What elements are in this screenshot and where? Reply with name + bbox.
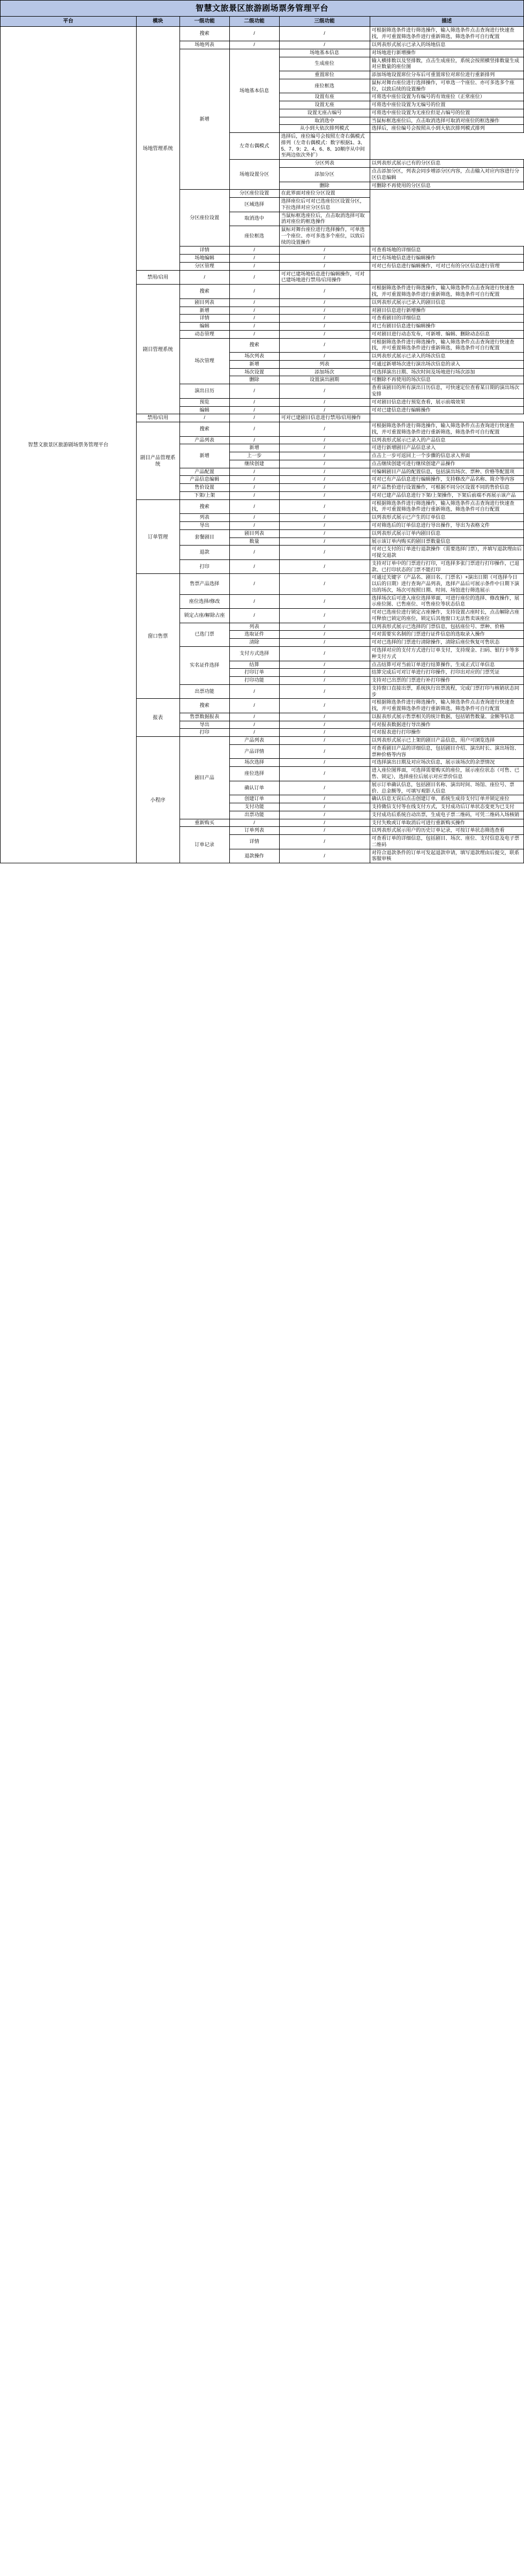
column-header-platform: 平台 xyxy=(1,17,137,27)
description-cell: 支持对订单中的门票进行打印，可选择多张门票进行打印操作，已退款、已打印状态的门票不能打印 xyxy=(370,559,523,574)
level2-function-cell: 打印订单 xyxy=(229,669,279,677)
description-cell: 可根据筛选条件进行筛选操作，输入筛选条件点击查询进行快速查找，并可重置筛选条件进行重新筛选，筛选条件可自行配置 xyxy=(370,338,523,353)
level1-function-cell: 新增 xyxy=(179,307,229,315)
functional-spec-table xyxy=(0,0,524,863)
level3-function-cell: / xyxy=(279,639,370,647)
level2-function-cell: / xyxy=(229,594,279,609)
level1-function-cell: 售价设置 xyxy=(179,484,229,492)
level3-function-cell: / xyxy=(279,476,370,484)
spec-sheet xyxy=(0,0,524,863)
level1-function-cell: 详情 xyxy=(179,247,229,255)
level2-function-cell: 场地基本信息 xyxy=(229,49,279,132)
level2-function-cell: 确认订单 xyxy=(229,781,279,795)
description-cell: 可根据筛选条件进行筛选操作，输入筛选条件点击查询进行快速查找，并可重置筛选条件进行重新筛选，筛选条件可自行配置 xyxy=(370,422,523,437)
level2-function-cell: / xyxy=(229,247,279,255)
description-cell: 可根据筛选条件进行筛选操作，输入筛选条件点击查询进行快速查找，并可重置筛选条件进行重新筛选，筛选条件可自行配置 xyxy=(370,27,523,41)
level3-function-cell: 区域选择 xyxy=(229,198,279,212)
level2-function-cell: / xyxy=(229,713,279,721)
description-cell: 对符合退款条件的订单可发起退款申请，填写退款理由后提交，联系客服审核 xyxy=(370,849,523,863)
level3-function-cell: 设置无座 xyxy=(279,101,370,109)
module-cell: 小程序 xyxy=(136,737,179,863)
level2-function-cell: / xyxy=(229,491,279,499)
level3-function-cell: / xyxy=(279,285,370,299)
column-header-level1: 一级功能 xyxy=(179,17,229,27)
level2-function-cell: / xyxy=(229,436,279,444)
level1-function-cell: 重新购买 xyxy=(179,819,229,827)
level1-function-cell: 禁用/启用 xyxy=(136,414,179,422)
description-cell: 以列表形式展示订单内剧目信息 xyxy=(370,529,523,537)
level1-function-cell: 场次管理 xyxy=(179,338,229,384)
description-cell: 对已有场地信息进行编辑操作 xyxy=(370,255,523,263)
level1-function-cell: 编辑 xyxy=(179,323,229,331)
level2-function-cell: / xyxy=(229,574,279,594)
description-cell: 以列表形式展示已录入的场次信息 xyxy=(370,353,523,361)
level3-function-cell: / xyxy=(279,537,370,546)
level2-function-cell: / xyxy=(229,499,279,514)
level3-function-cell: / xyxy=(279,491,370,499)
level1-function-cell: 下架/上架 xyxy=(179,491,229,499)
level3-function-cell: / xyxy=(279,819,370,827)
level1-function-cell: 搜索 xyxy=(179,285,229,299)
level2-function-cell: / xyxy=(229,422,279,437)
level2-function-cell: / xyxy=(229,819,279,827)
level3-function-cell: / xyxy=(279,631,370,639)
level1-function-cell: 锁定占座/解除占座 xyxy=(179,609,229,623)
level2-function-cell: 选取证件 xyxy=(229,631,279,639)
description-cell: 可对筛选后的订单信息进行导出操作，导出为表格文件 xyxy=(370,521,523,529)
description-cell: 支持微信支付等在线支付方式，支付成功后订单状态变更为已支付 xyxy=(370,803,523,811)
level2-function-cell: / xyxy=(229,699,279,713)
level3-function-cell: / xyxy=(279,835,370,849)
level2-function-cell: 上一步 xyxy=(229,452,279,460)
level3-function-cell: / xyxy=(279,27,370,41)
description-cell: 在此界面对座位分区设置 xyxy=(279,190,370,198)
description-cell: 以列表形式展示已录入的剧目信息 xyxy=(370,298,523,307)
level1-function-cell: 实名证件选择 xyxy=(179,647,229,685)
level1-function-cell: 场地编辑 xyxy=(179,255,229,263)
description-cell: 可查看订单的详细信息，包括剧目、场次、座位、支付信息及电子票二维码 xyxy=(370,835,523,849)
column-header-level2: 二级功能 xyxy=(229,17,279,27)
level2-function-cell: 搜索 xyxy=(229,338,279,353)
description-cell: 可删除不再使用的场次信息 xyxy=(370,376,523,384)
level2-function-cell: 支付方式选择 xyxy=(229,647,279,661)
level3-function-cell: / xyxy=(279,41,370,49)
level3-function-cell: 取消选中 xyxy=(229,212,279,226)
level2-function-cell: / xyxy=(229,406,279,414)
module-cell: 剧目产品管理系统 xyxy=(136,422,179,500)
level3-function-cell: / xyxy=(279,781,370,795)
level1-function-cell: 编辑 xyxy=(179,406,229,414)
level2-function-cell: / xyxy=(229,41,279,49)
level3-function-cell: / xyxy=(279,338,370,353)
description-cell: 对已有剧目信息进行编辑操作 xyxy=(370,323,523,331)
module-cell: 报表 xyxy=(136,699,179,737)
description-cell: 选择座位后可对已选座位区设置分区，下拉选择对应分区信息 xyxy=(279,198,370,212)
level2-function-cell: / xyxy=(229,476,279,484)
description-cell: 选择场次后可进入座位选择界面，可进行座位的选择、修改操作，展示座位图、已售座位、可售座位等状态信息 xyxy=(370,594,523,609)
level3-function-cell: / xyxy=(279,499,370,514)
description-cell: 可对报表数据进行导出操作 xyxy=(370,721,523,729)
level2-function-cell: 分区座位设置 xyxy=(179,190,229,247)
description-cell: 支持窗口直接出票，系统执行出票流程，完成门票打印与核销状态同步 xyxy=(370,684,523,699)
level3-function-cell: / xyxy=(279,647,370,661)
level2-function-cell: / xyxy=(229,546,279,560)
description-cell: 查看该剧目的所有演出日历信息，可快速定位查看某日期的演出场次安排 xyxy=(370,384,523,399)
level1-function-cell: 演出日历 xyxy=(179,384,229,399)
description-cell: 结算完成后可对订单进行打印操作，打印出对应的门票凭证 xyxy=(370,669,523,677)
description-cell: 可进行新增剧目产品信息录入 xyxy=(370,444,523,452)
level2-function-cell: 出票功能 xyxy=(229,811,279,819)
description-cell: 输入横排数以及竖排数，点击生成座位，系统会按照横竖排数量生成对应数量的座位图 xyxy=(370,57,523,71)
level2-function-cell: 打印功能 xyxy=(229,677,279,685)
level3-function-cell: / xyxy=(279,384,370,399)
level3-function-cell: / xyxy=(279,521,370,529)
level3-function-cell: / xyxy=(279,452,370,460)
level1-function-cell: 导出 xyxy=(179,521,229,529)
description-cell: 可选择演出日期、场次时间及场地进行场次添加 xyxy=(370,368,523,376)
level2-function-cell: 清除 xyxy=(229,639,279,647)
level3-function-cell: / xyxy=(279,803,370,811)
level2-function-cell: 座位选择 xyxy=(229,767,279,781)
description-cell: 以列表形式展示已选择的门票信息，包括座位号、票种、价格 xyxy=(370,623,523,631)
level2-function-cell: 场地设置分区 xyxy=(229,160,279,190)
level3-function-cell: / xyxy=(279,574,370,594)
level1-function-cell: 列表 xyxy=(179,514,229,522)
description-cell: 可将选中座位设置为无编号的位置 xyxy=(370,101,523,109)
level2-function-cell: 场次设置 xyxy=(229,368,279,376)
description-cell: 可查看剧目的详细信息 xyxy=(370,315,523,323)
level3-function-cell: / xyxy=(279,444,370,452)
description-cell: 可将选中座位设置为无座位但是占编号的位置 xyxy=(370,109,523,117)
description-cell: 可选择对应的支付方式进行订单支付，支持现金、扫码、银行卡等多种支付方式 xyxy=(370,647,523,661)
description-cell: 点击继续创建可进行继续创建产品操作 xyxy=(370,460,523,468)
description-cell: 以列表形式展示已有的分区信息 xyxy=(370,160,523,168)
level1-function-cell: 剧目产品 xyxy=(179,737,229,819)
description-cell: 以列表形式展示已产生的订单信息 xyxy=(370,514,523,522)
level2-function-cell: / xyxy=(229,307,279,315)
level1-function-cell: 搜索 xyxy=(179,499,229,514)
level2-function-cell: / xyxy=(229,468,279,476)
level2-function-cell: 列表 xyxy=(229,623,279,631)
description-cell: 选择后，座位编号会按照左奇右偶模式排列（左奇右偶模式：数字根据1、3、5、7、9；2、4、6、8、10顺序从中间至两边依次外扩） xyxy=(279,133,370,160)
description-cell: 对产品售价进行设置操作，可根据不同分区设置不同的售价信息 xyxy=(370,484,523,492)
module-cell: 场地管理系统 xyxy=(136,27,179,270)
level3-function-cell: / xyxy=(279,298,370,307)
level2-function-cell: 场次选择 xyxy=(229,759,279,767)
level3-function-cell: 重置席位 xyxy=(279,71,370,79)
description-cell: 支持对已出票的门票进行补打印操作 xyxy=(370,677,523,685)
description-cell: 可对需要实名制的门票进行证件信息的选取录入操作 xyxy=(370,631,523,639)
level3-function-cell: / xyxy=(279,262,370,270)
description-cell: 可查看剧目产品的详细信息，包括剧目介绍、演出时长、演出场馆、票种价格等内容 xyxy=(370,744,523,759)
level3-function-cell: / xyxy=(279,849,370,863)
level2-function-cell: / xyxy=(229,323,279,331)
table-body xyxy=(1,27,524,863)
level2-function-cell: / xyxy=(229,262,279,270)
description-cell: 可根据筛选条件进行筛选操作，输入筛选条件点击查询进行快速查找，并可重置筛选条件进行重新筛选，筛选条件可自行配置 xyxy=(370,285,523,299)
level2-function-cell: / xyxy=(229,729,279,737)
level2-function-cell: 新增 xyxy=(229,360,279,368)
level3-function-cell: / xyxy=(279,330,370,338)
level3-function-cell: / xyxy=(279,661,370,669)
level2-function-cell: 场次列表 xyxy=(229,353,279,361)
description-cell: 可对已建剧目信息进行禁用/启用操作 xyxy=(279,414,370,422)
level2-function-cell: 创建订单 xyxy=(229,795,279,803)
table-row xyxy=(1,27,524,41)
level2-function-cell: / xyxy=(229,298,279,307)
level3-function-cell: 从小到大依次排列模式 xyxy=(279,125,370,133)
level3-function-cell: 添加场次 xyxy=(279,368,370,376)
level2-function-cell: / xyxy=(229,285,279,299)
level3-function-cell: 座位框选 xyxy=(279,79,370,93)
level3-function-cell: / xyxy=(279,514,370,522)
level3-function-cell: 设置无座占编号 xyxy=(279,109,370,117)
description-cell: 可对剧目进行动态发布，可新增、编辑、删除动态信息 xyxy=(370,330,523,338)
description-cell: 可根据筛选条件进行筛选操作，输入筛选条件点击查询进行快速查找，并可重置筛选条件进行重新筛选，筛选条件可自行配置 xyxy=(370,499,523,514)
level1-function-cell: 套餐剧目 xyxy=(179,529,229,546)
level3-function-cell: / xyxy=(279,484,370,492)
level3-function-cell: / xyxy=(279,669,370,677)
platform-name-cell: 智慧文旅景区旅游剧场票务管理平台 xyxy=(1,27,137,863)
description-cell: 确认信息无误后点击创建订单，系统生成待支付订单并锁定座位 xyxy=(370,795,523,803)
level3-function-cell: / xyxy=(279,744,370,759)
document-title-row xyxy=(1,1,524,17)
description-cell: 可对已有产品信息进行编辑操作，支持修改产品名称、简介等内容 xyxy=(370,476,523,484)
level2-function-cell: / xyxy=(229,609,279,623)
description-cell: 点击添加分区，列表会同步增添分区内容，点击输入对应内容进行分区信息编辑 xyxy=(370,168,523,182)
description-cell: 展示该订单内购买的剧目票数量信息 xyxy=(370,537,523,546)
level1-function-cell: 座位选择/修改 xyxy=(179,594,229,609)
description-cell: 可对已建场地信息进行编辑操作，可对已建场地进行禁用/启用操作 xyxy=(279,270,370,285)
description-cell: 鼠标对舞台座位进行选择操作，可单选一个座位、亦可多选多个座位，以致后续的设置操作 xyxy=(370,79,523,93)
description-cell: 支付失败或订单取消后可进行重新购买操作 xyxy=(370,819,523,827)
level3-function-cell: / xyxy=(279,713,370,721)
level3-function-cell: 列表 xyxy=(279,360,370,368)
level1-function-cell: 产品信息编辑 xyxy=(179,476,229,484)
column-header-level3: 三级功能 xyxy=(279,17,370,27)
level2-function-cell: 删除 xyxy=(229,376,279,384)
level3-function-cell: / xyxy=(279,609,370,623)
level3-function-cell: / xyxy=(279,594,370,609)
level3-function-cell: / xyxy=(279,529,370,537)
description-cell: 可将选中座位设置为有编号的有效座位（正常座位） xyxy=(370,93,523,101)
level1-function-cell: 搜索 xyxy=(179,27,229,41)
description-cell: 可对已建信息进行编辑操作 xyxy=(370,406,523,414)
level3-function-cell: / xyxy=(279,323,370,331)
level2-function-cell: 订单列表 xyxy=(229,827,279,835)
description-cell: 鼠标对舞台座位进行选择操作，可单选一个座位、亦可多选多个座位，以致后续的设置操作 xyxy=(279,226,370,247)
column-header-module: 模块 xyxy=(136,17,179,27)
level1-function-cell: 退款 xyxy=(179,546,229,560)
level3-function-cell: / xyxy=(279,721,370,729)
module-cell: 订单管理 xyxy=(136,499,179,574)
level3-function-cell: 取消选中 xyxy=(279,117,370,125)
level3-function-cell: / xyxy=(279,398,370,406)
module-cell: 剧目管理系统 xyxy=(136,285,179,414)
level1-function-cell: 打印 xyxy=(179,729,229,737)
document-title: 智慧文旅景区旅游剧场票务管理平台 xyxy=(1,1,524,17)
level3-function-cell: / xyxy=(279,406,370,414)
level2-function-cell: 数量 xyxy=(229,537,279,546)
level3-function-cell: / xyxy=(279,460,370,468)
description-cell: 可编辑剧目产品的配置信息，包括演出场次、票种、价格等配置项 xyxy=(370,468,523,476)
level3-function-cell: 座位框选 xyxy=(229,226,279,247)
description-cell: 以报表形式展示售票相关的统计数据，包括销售数量、金额等信息 xyxy=(370,713,523,721)
column-header-row xyxy=(1,17,524,27)
level2-function-cell: 继续创建 xyxy=(229,460,279,468)
level3-function-cell: / xyxy=(279,684,370,699)
level3-function-cell: / xyxy=(279,255,370,263)
level1-function-cell: 剧目列表 xyxy=(179,298,229,307)
level1-function-cell: 产品配置 xyxy=(179,468,229,476)
level2-function-cell: / xyxy=(229,721,279,729)
description-cell: 点击结算可对当前订单进行结算操作，生成正式订单信息 xyxy=(370,661,523,669)
level3-function-cell: / xyxy=(279,422,370,437)
description-cell: 可对已有信息进行编辑操作，可对已有的分区信息进行管理 xyxy=(370,262,523,270)
description-cell: 可对已选择的门票进行清除操作，清除后座位恢复可售状态 xyxy=(370,639,523,647)
level3-function-cell: / xyxy=(279,795,370,803)
description-cell: 可对已建产品信息进行下架/上架操作，下架后前端不再展示该产品 xyxy=(370,491,523,499)
description-cell: 可通过关键字（产品名、剧目名、门票名）+演出日期（可选择今日以后的日期）进行查询产品列表，选择产品后可展示条件中日期下演出的场次，场次可按照日期、时间、场馆进行筛选展示 xyxy=(370,574,523,594)
level3-function-cell: / xyxy=(279,767,370,781)
level3-function-cell: 添加分区 xyxy=(279,168,370,182)
description-cell: 以列表形式展示已录入的产品信息 xyxy=(370,436,523,444)
level1-function-cell: 已选门票 xyxy=(179,623,229,646)
level3-function-cell: 分区列表 xyxy=(279,160,370,168)
level3-function-cell: / xyxy=(279,559,370,574)
level1-function-cell: 场地列表 xyxy=(179,41,229,49)
level2-function-cell: 产品详情 xyxy=(229,744,279,759)
level2-function-cell: / xyxy=(229,684,279,699)
table-header xyxy=(1,1,524,27)
description-cell: 可选择演出日期及对应场次信息，展示该场次的余票情况 xyxy=(370,759,523,767)
level1-function-cell: 预览 xyxy=(179,398,229,406)
level3-function-cell: 删除 xyxy=(279,182,370,190)
description-cell: 可对已支付的订单进行退款操作（需要选择门票），并填写退款理由后可提交退款 xyxy=(370,546,523,560)
description-cell: 可对报表进行打印操作 xyxy=(370,729,523,737)
description-cell: 可对已选座位进行锁定占座操作，支持设置占座时长，点击解除占座可释放已锁定的座位，锁定后其他窗口无法售卖该座位 xyxy=(370,609,523,623)
level3-function-cell: / xyxy=(279,759,370,767)
level3-function-cell: 生成座位 xyxy=(279,57,370,71)
description-cell: 以列表形式展示用户的历史订单记录，可按订单状态筛选查看 xyxy=(370,827,523,835)
level2-function-cell: / xyxy=(179,414,229,422)
level3-function-cell: / xyxy=(279,307,370,315)
level3-function-cell: / xyxy=(279,729,370,737)
level3-function-cell: / xyxy=(229,414,279,422)
level2-function-cell: / xyxy=(179,270,229,285)
column-header-description: 描述 xyxy=(370,17,523,27)
level3-function-cell: / xyxy=(279,677,370,685)
module-cell: 窗口售票 xyxy=(136,574,179,699)
level3-function-cell: / xyxy=(279,623,370,631)
level3-function-cell: 设置演出剧期 xyxy=(279,376,370,384)
level3-function-cell: / xyxy=(279,827,370,835)
level1-function-cell: 分区管理 xyxy=(179,262,229,270)
level2-function-cell: / xyxy=(229,514,279,522)
level1-function-cell: 新增 xyxy=(179,49,229,190)
level1-function-cell: 打印 xyxy=(179,559,229,574)
level2-function-cell: / xyxy=(229,330,279,338)
level1-function-cell: 新增 xyxy=(179,444,229,468)
description-cell: 展示订单确认信息，包括剧目名称、演出时间、场馆、座位号、票价、总金额等，可填写观影人信息 xyxy=(370,781,523,795)
level1-function-cell: 详情 xyxy=(179,315,229,323)
description-cell: 点击上一步可返回上一个步骤的信息录入界面 xyxy=(370,452,523,460)
level2-function-cell: 退款操作 xyxy=(229,849,279,863)
description-cell: 以列表形式展示已录入的场地信息 xyxy=(370,41,523,49)
level1-function-cell: 动态管理 xyxy=(179,330,229,338)
level3-function-cell: 场地基本信息 xyxy=(279,49,370,57)
level2-function-cell: 剧目列表 xyxy=(229,529,279,537)
level3-function-cell: / xyxy=(229,270,279,285)
level3-function-cell: / xyxy=(279,699,370,713)
level1-function-cell: 禁用/启用 xyxy=(136,270,179,285)
description-cell: 进入座位图界面，可选择需要购买的座位，展示座位状态（可售、已售、锁定），选择座位后展示对应票价信息 xyxy=(370,767,523,781)
level1-function-cell: 售票产品选择 xyxy=(179,574,229,594)
level2-function-cell: / xyxy=(229,255,279,263)
description-cell: 以列表形式展示已上架的剧目产品信息，用户可浏览选择 xyxy=(370,737,523,745)
description-cell: 添加场地设置席位分布后可重置席位对席位进行重新排列 xyxy=(370,71,523,79)
level3-function-cell: / xyxy=(279,436,370,444)
level2-function-cell: 产品列表 xyxy=(229,737,279,745)
level3-function-cell: / xyxy=(279,468,370,476)
description-cell: 可通过新增场次进行演出场次信息的录入 xyxy=(370,360,523,368)
description-cell: 选择后，座位编号会按照从小到大依次排列模式排列 xyxy=(370,125,523,133)
level3-function-cell: 设置有座 xyxy=(279,93,370,101)
level1-function-cell: 售票数据报表 xyxy=(179,713,229,721)
level2-function-cell: / xyxy=(229,559,279,574)
level3-function-cell: / xyxy=(279,353,370,361)
level3-function-cell: / xyxy=(279,546,370,560)
level2-function-cell: / xyxy=(229,484,279,492)
description-cell: 可对剧目信息进行预览查看，展示前端效果 xyxy=(370,398,523,406)
description-cell: 对场地进行新增操作 xyxy=(370,49,523,57)
level2-function-cell: 支付功能 xyxy=(229,803,279,811)
level3-function-cell: / xyxy=(279,811,370,819)
description-cell: 可删除不再使用的分区信息 xyxy=(370,182,523,190)
description-cell: 可查看场地的详细信息 xyxy=(370,247,523,255)
level1-function-cell: 导出 xyxy=(179,721,229,729)
level3-function-cell: 分区座位设置 xyxy=(229,190,279,198)
description-cell: 支付成功后系统自动出票，生成电子票二维码，可凭二维码入场核销 xyxy=(370,811,523,819)
level1-function-cell: 订单记录 xyxy=(179,827,229,863)
description-cell: 对剧目信息进行新增操作 xyxy=(370,307,523,315)
level3-function-cell: 左奇右偶模式 xyxy=(229,133,279,160)
level2-function-cell: / xyxy=(229,27,279,41)
level2-function-cell: 详情 xyxy=(229,835,279,849)
level2-function-cell: / xyxy=(229,315,279,323)
level2-function-cell: 结算 xyxy=(229,661,279,669)
level3-function-cell: / xyxy=(279,737,370,745)
level2-function-cell: / xyxy=(229,398,279,406)
level1-function-cell: 产品列表 xyxy=(179,436,229,444)
level1-function-cell: 搜索 xyxy=(179,422,229,437)
level1-function-cell: 搜索 xyxy=(179,699,229,713)
level2-function-cell: / xyxy=(229,521,279,529)
description-cell: 可根据筛选条件进行筛选操作，输入筛选条件点击查询进行快速查找，并可重置筛选条件进行重新筛选，筛选条件可自行配置 xyxy=(370,699,523,713)
level2-function-cell: / xyxy=(229,384,279,399)
level3-function-cell: / xyxy=(279,247,370,255)
level2-function-cell: 新增 xyxy=(229,444,279,452)
description-cell: 当鼠标框选座位后，点击取消选择可取消对座位的框选操作 xyxy=(279,212,370,226)
level1-function-cell: 出票功能 xyxy=(179,684,229,699)
description-cell: 当鼠标框选座位后，点击取消选择可取消对座位的框选操作 xyxy=(370,117,523,125)
level3-function-cell: / xyxy=(279,315,370,323)
